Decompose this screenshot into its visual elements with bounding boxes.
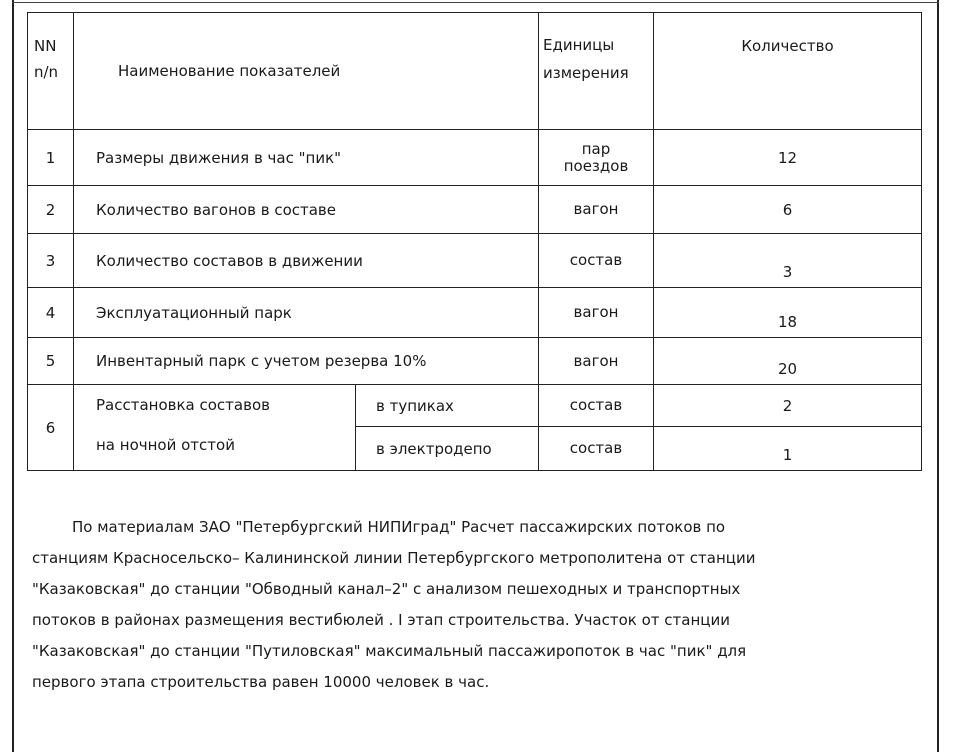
page-frame-right — [937, 0, 939, 752]
paragraph-line: "Казаковская" до станции "Обводный канал–2" с анализом пешеходных и транспортных — [32, 580, 741, 598]
header-name: Наименование показателей — [74, 13, 539, 130]
table-header-row — [28, 13, 922, 130]
header-number: NN n/n — [28, 13, 74, 130]
row-unit: вагон — [539, 338, 654, 385]
table-row — [28, 338, 922, 385]
row-name: Инвентарный парк с учетом резерва 10% — [74, 338, 539, 385]
row-number: 3 — [28, 234, 74, 288]
table-row — [28, 234, 922, 288]
paragraph-line: первого этапа строительства равен 10000 человек в час. — [32, 673, 490, 691]
row-sublabel: в тупиках — [356, 385, 539, 427]
table-row — [28, 385, 922, 427]
header-unit: Единицы измерения — [539, 13, 654, 130]
row-quantity: 2 — [654, 385, 922, 427]
row-name-multiline: Расстановка составов на ночной отстой — [74, 385, 356, 471]
row-quantity: 18 — [654, 288, 922, 338]
row-sublabel: в электродепо — [356, 427, 539, 471]
page-frame-top — [12, 2, 939, 3]
page-frame-left — [12, 0, 14, 752]
row-quantity: 3 — [654, 234, 922, 288]
row-unit: состав — [539, 385, 654, 427]
paragraph-line: станциям Красносельско– Калининской линии Петербургского метрополитена от станции — [32, 549, 756, 567]
paragraph-line: потоков в районах размещения вестибюлей . I этап строительства. Участок от станции — [32, 611, 730, 629]
header-quantity: Количество — [654, 13, 922, 130]
row-quantity: 20 — [654, 338, 922, 385]
row-number: 1 — [28, 130, 74, 186]
row-name: Размеры движения в час "пик" — [74, 130, 539, 186]
row-quantity: 6 — [654, 186, 922, 234]
indicators-table — [27, 12, 922, 471]
row-number: 6 — [28, 385, 74, 471]
row-quantity: 12 — [654, 130, 922, 186]
row-name: Эксплуатационный парк — [74, 288, 539, 338]
paragraph-line: "Казаковская" до станции "Путиловская" максимальный пассажиропоток в час "пик" для — [32, 642, 747, 660]
row-name: Количество составов в движении — [74, 234, 539, 288]
row-number: 2 — [28, 186, 74, 234]
row-number: 4 — [28, 288, 74, 338]
source-paragraph — [32, 512, 932, 698]
row-name: Количество вагонов в составе — [74, 186, 539, 234]
row-quantity: 1 — [654, 427, 922, 471]
row-unit: состав — [539, 427, 654, 471]
row-unit: состав — [539, 234, 654, 288]
row-unit: пар поездов — [539, 130, 654, 186]
row-number: 5 — [28, 338, 74, 385]
table-row — [28, 130, 922, 186]
row-unit: вагон — [539, 186, 654, 234]
paragraph-line: По материалам ЗАО "Петербургский НИПИград" Расчет пассажирских потоков по — [72, 518, 726, 536]
row-unit: вагон — [539, 288, 654, 338]
table-row — [28, 288, 922, 338]
table-row — [28, 186, 922, 234]
